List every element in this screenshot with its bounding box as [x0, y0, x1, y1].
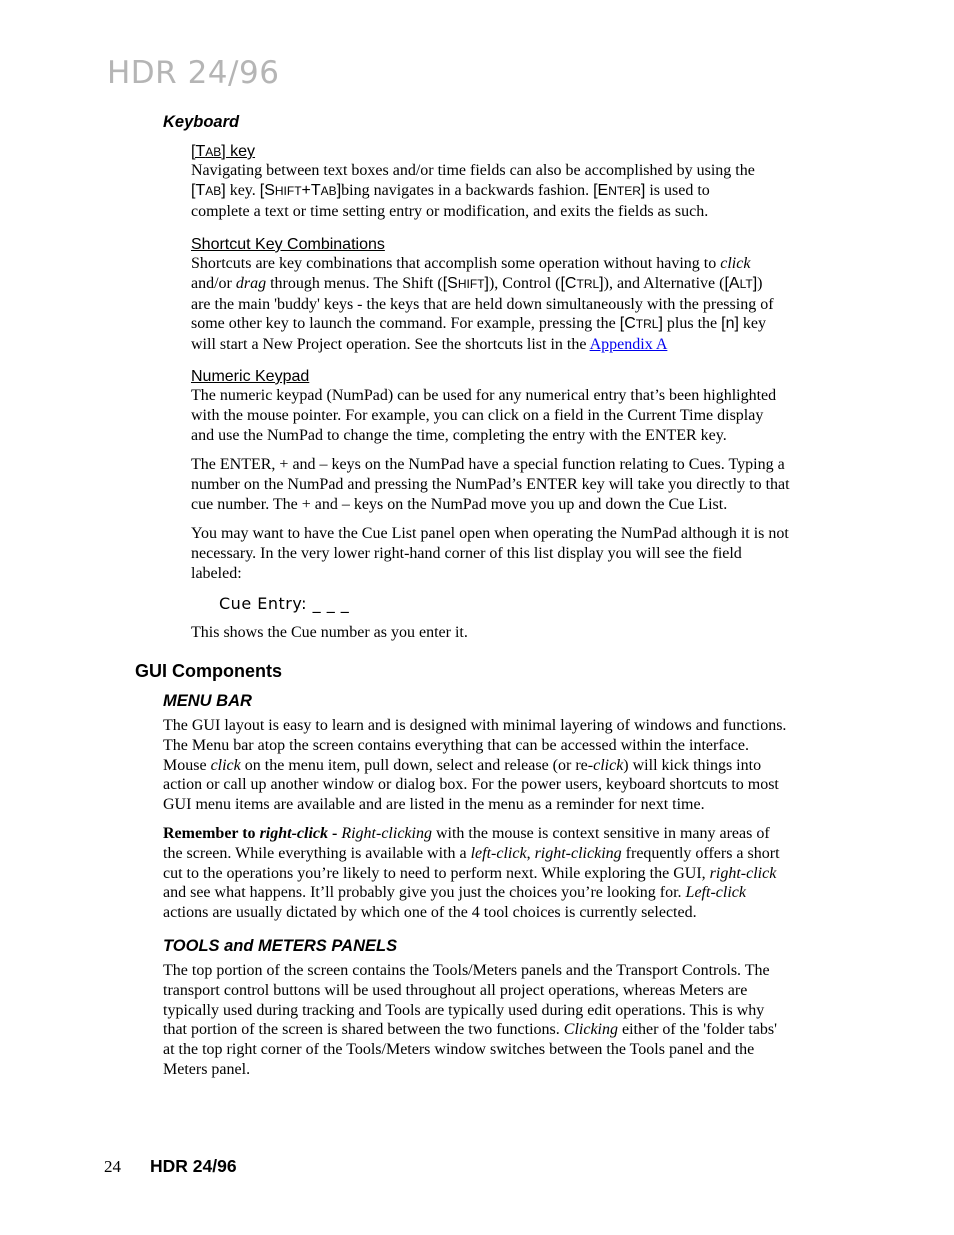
- key-alt: [ALT]: [724, 274, 758, 292]
- menu-bar-paragraph-2: [163, 824, 863, 923]
- text-line: actions are usually dictated by which one of the 4 tool choices is currently selected.: [163, 904, 697, 922]
- text-line: transport control buttons will be used throughout all project operations, whereas Meters are: [163, 981, 748, 999]
- text-line: The GUI layout is easy to learn and is designed with minimal layering of windows and functions.: [163, 717, 787, 734]
- numpad-paragraph-1: [191, 386, 851, 445]
- key-enter: [ENTER]: [593, 181, 646, 199]
- text-line: that portion of the screen is shared between the two functions. Clicking either of the 'folder tabs': [163, 1021, 778, 1039]
- numpad-paragraph-3: [191, 524, 851, 583]
- text-line: will start a New Project operation. See the shortcuts list in the Appendix A: [191, 336, 668, 354]
- gui-components-heading: GUI Components: [135, 661, 282, 681]
- text-line: labeled:: [191, 564, 242, 582]
- keyboard-heading: Keyboard: [163, 113, 240, 131]
- text-line: The ENTER, + and – keys on the NumPad have a special function relating to Cues. Typing a: [191, 456, 785, 473]
- tools-meters-paragraph: [163, 961, 863, 1080]
- text-line: some other key to launch the command. For example, pressing the [CTRL] plus the [n] key: [191, 315, 767, 333]
- tools-meters-heading: TOOLS and METERS PANELS: [163, 937, 398, 955]
- text-line: action or call up another window or dialog box. For the power users, keyboard shortcuts to most: [163, 776, 779, 794]
- text-line: at the top right corner of the Tools/Meters window switches between the Tools panel and the: [163, 1041, 755, 1059]
- page-number: 24: [104, 1157, 121, 1176]
- key-ctrl: [CTRL]: [619, 315, 663, 333]
- appendix-a-link[interactable]: Appendix A: [589, 336, 668, 354]
- text-line: Remember to right-click - Right-clicking with the mouse is context sensitive in many areas of: [163, 825, 770, 842]
- key-shift: [SHIFT]: [442, 274, 489, 292]
- shortcut-heading: Shortcut Key Combinations: [191, 236, 385, 253]
- key-ctrl: [CTRL]: [560, 274, 604, 292]
- text-line: the screen. While everything is available with a left-click, right-clicking frequently offers a short: [163, 844, 780, 862]
- text-line: and see what happens. It’ll probably give you just the choices you’re looking for. Left-click: [163, 884, 746, 902]
- text-line: typically used during tracking and Tools are typically used during edit operations. This is why: [163, 1001, 765, 1019]
- text-line: Mouse click on the menu item, pull down, select and release (or re-click) will kick things into: [163, 756, 762, 774]
- menu-bar-paragraph-1: [163, 716, 863, 815]
- text-line: The top portion of the screen contains the Tools/Meters panels and the Transport Controls. The: [163, 962, 770, 979]
- menu-bar-heading: MENU BAR: [163, 692, 252, 710]
- cue-entry-field-example: Cue Entry: _ _ _: [219, 594, 350, 613]
- footer-title: HDR 24/96: [150, 1156, 237, 1176]
- text-line: number on the NumPad and pressing the NumPad’s ENTER key will take you directly to that: [191, 475, 790, 493]
- text-line: necessary. In the very lower right-hand corner of this list display you will see the field: [191, 544, 742, 562]
- numpad-heading: Numeric Keypad: [191, 368, 310, 385]
- numpad-paragraph-4: This shows the Cue number as you enter it.: [191, 624, 468, 641]
- text-line: Navigating between text boxes and/or time fields can also be accomplished by using the: [191, 162, 755, 179]
- key-shift-tab: [SHIFT+TAB]: [259, 181, 342, 199]
- shortcut-paragraph: [191, 254, 851, 355]
- tab-key-heading: [TAB] key: [191, 143, 256, 160]
- key-tab: [TAB]: [191, 181, 226, 199]
- text-line: The numeric keypad (NumPad) can be used for any numerical entry that’s been highlighted: [191, 387, 777, 404]
- numpad-paragraph-2: [191, 455, 851, 514]
- text-line: and/or drag through menus. The Shift ([SHIFT]), Control ([CTRL]), and Alternative ([ALT]): [191, 274, 763, 292]
- text-line: GUI menu items are available and are listed in the menu as a reminder for next time.: [163, 796, 705, 814]
- text-line: Meters panel.: [163, 1060, 251, 1078]
- text-line: Shortcuts are key combinations that accomplish some operation without having to click: [191, 255, 751, 272]
- tab-key-paragraph: [191, 161, 851, 221]
- key-n: [n]: [721, 315, 739, 333]
- text-line: The Menu bar atop the screen contains everything that can be accessed within the interface.: [163, 736, 749, 754]
- text-line: cue number. The + and – keys on the NumPad move you up and down the Cue List.: [191, 495, 728, 513]
- text-line: You may want to have the Cue List panel open when operating the NumPad although it is not: [191, 525, 789, 542]
- text-line: and use the NumPad to change the time, completing the entry with the ENTER key.: [191, 426, 727, 444]
- text-line: are the main 'buddy' keys - the keys that are held down simultaneously with the pressing of: [191, 295, 774, 313]
- text-line: cut to the operations you’re likely to need to perform next. While exploring the GUI, right-click: [163, 864, 777, 882]
- running-header-title: HDR 24/96: [107, 55, 280, 91]
- text-line: [TAB] key. [SHIFT+TAB]bing navigates in a backwards fashion. [ENTER] is used to: [191, 181, 710, 199]
- text-line: with the mouse pointer. For example, you can click on a field in the Current Time display: [191, 406, 764, 424]
- text-line: complete a text or time setting entry or modification, and exits the fields as such.: [191, 202, 709, 220]
